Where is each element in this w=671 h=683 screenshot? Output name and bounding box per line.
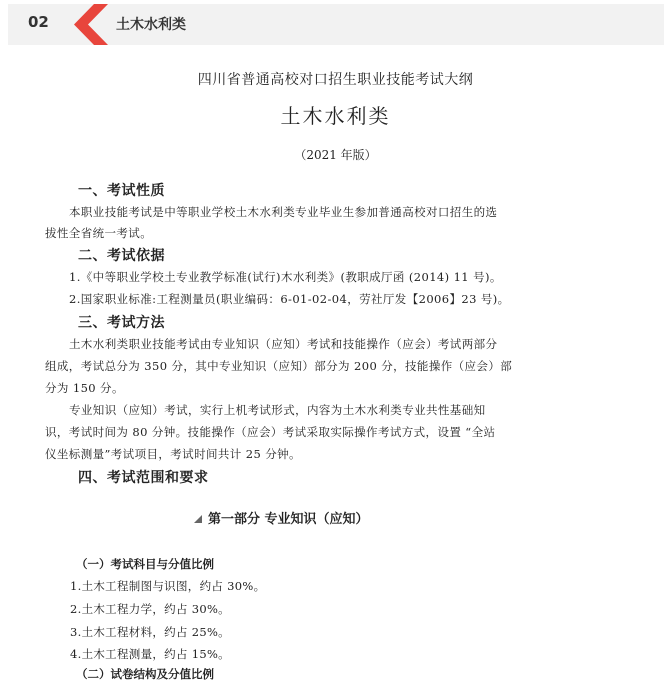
list-item: 1.土木工程制图与识图，约占 30%。 xyxy=(70,579,266,593)
section-basis-item-2: 2.国家职业标准:工程测量员(职业编码：6-01-02-04，劳社厅发【2006】23 号)。 xyxy=(69,292,510,306)
section-method-para2-line-2: 识，考试时间为 80 分钟。技能操作（应会）考试采取实际操作考试方式，设置 “全站 xyxy=(45,425,496,439)
section-nature-text-line-1: 本职业技能考试是中等职业学校土木水利类专业毕业生参加普通高校对口招生的选 xyxy=(69,205,498,219)
document-edition: （2021 年版） xyxy=(294,148,377,162)
section-method-para2-line-3: 仪坐标测量”考试项目，考试时间共计 25 分钟。 xyxy=(45,447,301,461)
section-heading-basis: 二、考试依据 xyxy=(78,248,165,264)
triangle-marker-icon xyxy=(194,515,202,523)
subsection-heading-structure: （二）试卷结构及分值比例 xyxy=(76,667,214,681)
list-item: 4.土木工程测量，约占 15%。 xyxy=(70,647,230,661)
document-subject: 土木水利类 xyxy=(280,104,391,128)
section-method-para1-line-1: 土木水利类职业技能考试由专业知识（应知）考试和技能操作（应会）考试两部分 xyxy=(69,337,498,351)
section-heading-scope: 四、考试范围和要求 xyxy=(78,470,209,486)
section-heading-nature: 一、考试性质 xyxy=(78,183,165,199)
section-method-para1-line-2: 组成，考试总分为 350 分，其中专业知识（应知）部分为 200 分，技能操作（应会）部 xyxy=(45,359,513,373)
document-title: 四川省普通高校对口招生职业技能考试大纲 xyxy=(197,72,474,88)
subsection-heading-subjects: （一）考试科目与分值比例 xyxy=(76,557,214,571)
list-item: 2.土木工程力学，约占 30%。 xyxy=(70,602,230,616)
chapter-title: 土木水利类 xyxy=(116,17,186,33)
section-method-para1-line-3: 分为 150 分。 xyxy=(45,381,124,395)
section-method-para2-line-1: 专业知识（应知）考试，实行上机考试形式，内容为土木水利类专业共性基础知 xyxy=(69,403,486,417)
section-nature-text-line-2: 拔性全省统一考试。 xyxy=(45,226,153,240)
chevron-left-icon xyxy=(74,4,110,45)
part-heading: 第一部分 专业知识（应知） xyxy=(208,512,369,527)
list-item: 3.土木工程材料，约占 25%。 xyxy=(70,625,230,639)
chapter-number: 02 xyxy=(28,13,49,31)
section-heading-method: 三、考试方法 xyxy=(78,315,165,331)
section-basis-item-1: 1.《中等职业学校土专业教学标准(试行)木水利类》(教职成厅函 (2014) 11 号)。 xyxy=(69,270,502,284)
